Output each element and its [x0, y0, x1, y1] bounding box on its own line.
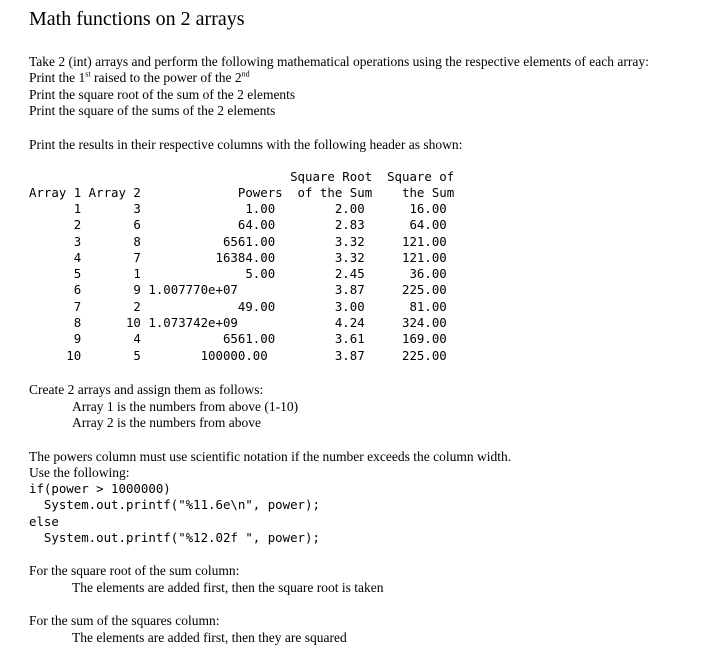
sqrt-note-line-1: For the square root of the sum column:	[29, 563, 240, 578]
intro-line-2-mid: raised to the power of the 2	[90, 70, 242, 85]
print-results-line: Print the results in their respective columns with the following header as shown:	[29, 137, 463, 152]
sample-output-row: 8 10 1.073742e+09 4.24 324.00	[29, 315, 447, 331]
squares-note-line-2: The elements are added first, then they are squared	[72, 630, 347, 645]
sample-output-row: 3 8 6561.00 3.32 121.00	[29, 233, 447, 249]
code-snippet	[29, 481, 320, 546]
code-line: System.out.printf("%11.6e\n", power);	[29, 497, 320, 513]
sample-output-row: 5 1 5.00 2.45 36.00	[29, 266, 447, 282]
intro-line-3: Print the square root of the sum of the 2 elements	[29, 87, 296, 102]
powers-note-line-1: The powers column must use scientific notation if the number exceeds the column width.	[29, 449, 512, 464]
intro-line-2-prefix: Print the 1	[29, 70, 86, 85]
sample-output-header-2: Array 1 Array 2 Powers of the Sum the Sum	[29, 185, 455, 200]
create-arrays-line-2: Array 1 is the numbers from above (1-10)	[72, 399, 299, 414]
intro-line-2	[29, 70, 250, 86]
code-line: System.out.printf("%12.02f ", power);	[29, 529, 320, 545]
sample-output-header-1: Square Root Square of	[29, 169, 455, 184]
sample-output-row: 4 7 16384.00 3.32 121.00	[29, 249, 447, 265]
sample-output-row: 9 4 6561.00 3.61 169.00	[29, 331, 447, 347]
squares-note-line-1: For the sum of the squares column:	[29, 613, 220, 628]
sample-output-row: 2 6 64.00 2.83 64.00	[29, 217, 447, 233]
create-arrays-line-3: Array 2 is the numbers from above	[72, 415, 261, 430]
sample-output-row: 1 3 1.00 2.00 16.00	[29, 201, 447, 216]
intro-line-1: Take 2 (int) arrays and perform the following mathematical operations using the respective elements of each array:	[29, 54, 649, 69]
create-arrays-line-1: Create 2 arrays and assign them as follows:	[29, 382, 264, 397]
sample-output-row: 7 2 49.00 3.00 81.00	[29, 298, 447, 314]
sample-output-row: 10 5 100000.00 3.87 225.00	[29, 347, 447, 363]
sample-output-rows	[29, 201, 447, 364]
sample-output-row: 6 9 1.007770e+07 3.87 225.00	[29, 282, 447, 298]
code-line: if(power > 1000000)	[29, 481, 171, 496]
powers-note-line-2: Use the following:	[29, 465, 130, 480]
sqrt-note-line-2: The elements are added first, then the square root is taken	[72, 580, 384, 595]
intro-line-4: Print the square of the sums of the 2 elements	[29, 103, 276, 118]
page-title: Math functions on 2 arrays	[29, 8, 245, 30]
code-line: else	[29, 513, 59, 529]
intro-sup-st: st	[85, 69, 91, 79]
intro-sup-nd: nd	[241, 69, 250, 79]
